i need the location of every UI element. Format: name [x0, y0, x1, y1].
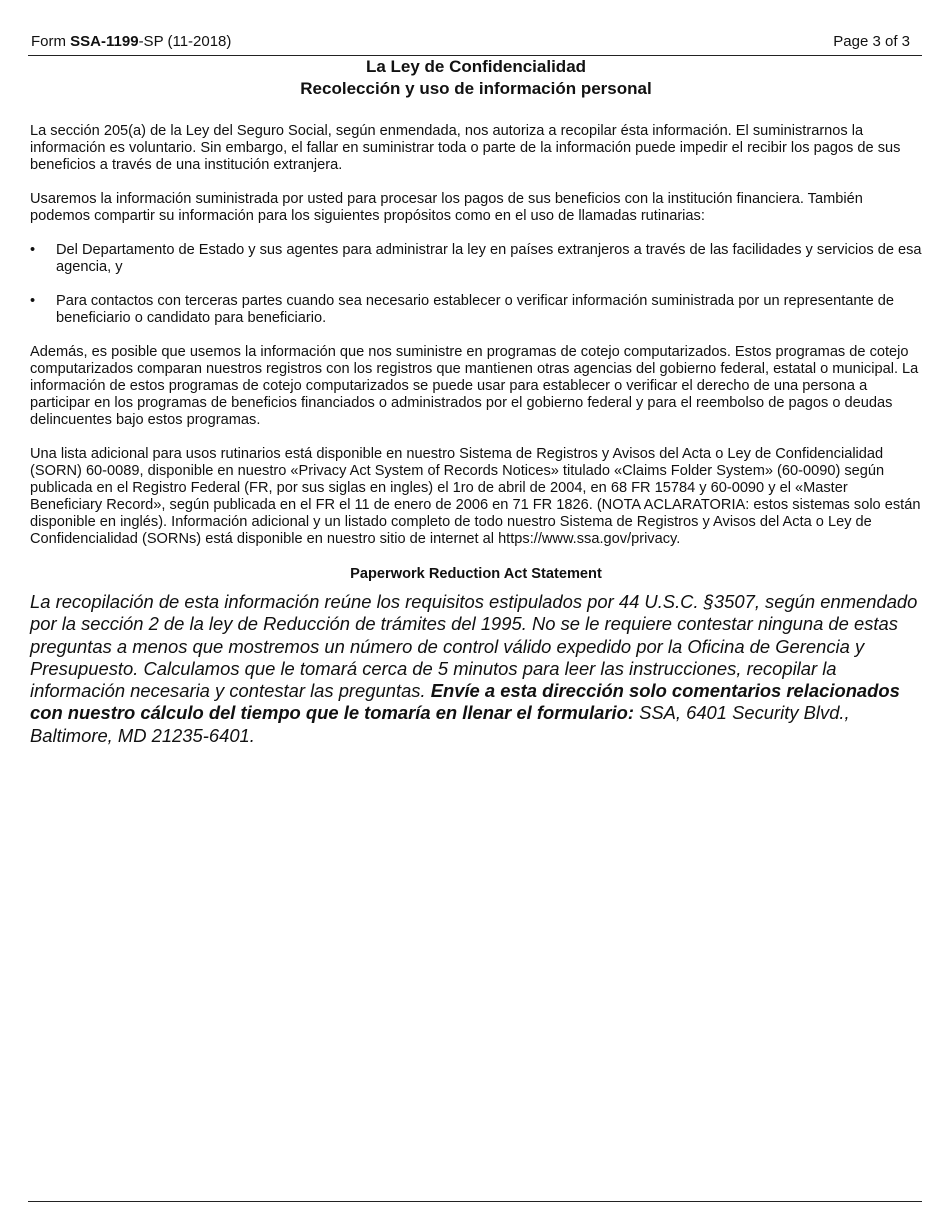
paperwork-heading: Paperwork Reduction Act Statement — [350, 566, 602, 582]
footer-divider — [28, 1201, 922, 1202]
form-suffix: -SP (11-2018) — [138, 33, 232, 50]
paragraph-routine-uses: Una lista adicional para usos rutinarios está disponible en nuestro Sistema de Registros y Avisos del Acta o Ley de Confidencialidad (SORN) 60-0089, disponible en nuestro «Privacy Act System of Records Notices» titulado «Claims Folder System» (60-0090) según publicada en el Registro Federal (FR, por sus siglas en ingles) el 1ro de abril de 2004, en 68 FR 15784 y 60-0090 y el «Master Beneficiary Record», según publicada en el FR el 11 de enero de 2006 en 71 FR 1826. (NOTA ACLARATORIA: estos sistemas solo están disponible en inglés). Información adicional y un listado completo de todo nuestro Sistema de Registros y Avisos del Acta o Ley de Confidencialidad (SORNs) está disponible en nuestro sitio de internet al https://www.ssa.gov/privacy. — [30, 446, 921, 547]
form-identifier — [31, 33, 231, 50]
form-prefix: Form — [31, 33, 71, 50]
bullet-item — [30, 293, 922, 327]
paragraph-usage: Usaremos la información suministrada por usted para procesar los pagos de sus beneficios con la institución financiera. También podemos compartir su información para los siguientes propósitos como en el uso de llamadas rutinarias: — [30, 191, 863, 224]
document-body — [30, 56, 922, 747]
paperwork-statement — [30, 591, 922, 747]
form-number: SSA-1199 — [70, 33, 139, 50]
bullet-text: Para contactos con terceras partes cuando sea necesario establecer o verificar información suministrada por un representante de beneficiario o candidato para beneficiario. — [56, 293, 894, 326]
paragraph-authority: La sección 205(a) de la Ley del Seguro Social, según enmendada, nos autoriza a recopilar ésta información. El suministrarnos la información es voluntario. Sin embargo, el fallar en suministrar toda o parte de la información puede impedir el recibir los pagos de sus beneficios a través de una institución extranjera. — [30, 123, 901, 173]
document-subtitle: Recolección y uso de información personal — [300, 79, 652, 98]
page-header — [30, 31, 922, 53]
bullet-item — [30, 242, 922, 276]
bullet-symbol: • — [30, 293, 36, 309]
paragraph-matching-programs: Además, es posible que usemos la información que nos suministre en programas de cotejo computarizados. Estos programas de cotejo computarizados comparan nuestros registros con los registros que mantienen otras agencias del gobierno federal, estatal o municipal. La información de estos programas de cotejo computarizados se puede usar para establecer o verificar el derecho de una persona a participar en los programas de beneficios financiados o administrados por el gobierno federal y para el reembolso de pagos o deudas delincuentes bajo estos programas. — [30, 344, 919, 428]
bullet-text: Del Departamento de Estado y sus agentes para administrar la ley en países extranjeros a través de las facilidades y servicios de esa agencia, y — [56, 242, 922, 275]
paperwork-text-bold: Envíe a esta dirección solo comentarios relacionados con nuestro cálculo del tiempo que le tomaría en llenar el formulario: — [30, 680, 900, 724]
paperwork-text-address: SSA, 6401 Security Blvd., Baltimore, MD 21235-6401. — [30, 702, 850, 746]
bullet-symbol: • — [30, 242, 36, 258]
paperwork-text-intro: La recopilación de esta información reúne los requisitos estipulados por 44 U.S.C. §3507, según enmendado por la sección 2 de la ley de Reducción de trámites del 1995. No se le requiere contestar ninguna de estas preguntas a menos que mostremos un número de control válido expedido por la Oficina de Gerencia y Presupuesto. Calculamos que le tomará cerca de 5 minutos para leer las instrucciones, recopilar la información necesaria y contestar las preguntas. — [30, 591, 918, 702]
page-number: Page 3 of 3 — [833, 33, 910, 50]
document-title: La Ley de Confidencialidad — [365, 57, 587, 76]
